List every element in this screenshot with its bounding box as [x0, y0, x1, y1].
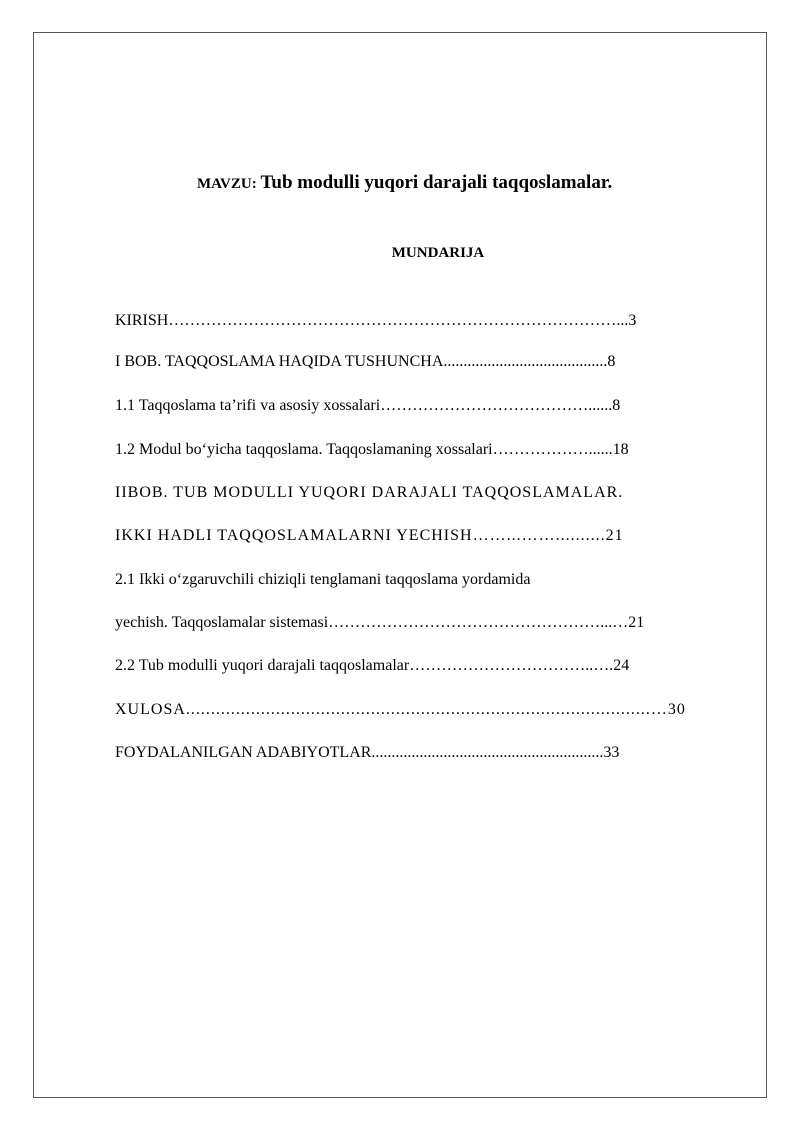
toc-line: IKKI HADLI TAQQOSLAMALARNI YECHISH……...……..........21 — [115, 527, 624, 544]
document-title — [197, 172, 612, 194]
toc-line: 1.2 Modul bo‘yicha taqqoslama. Taqqoslamaning xossalari………………......18 — [115, 441, 629, 458]
title-prefix: MAVZU: — [197, 176, 261, 192]
toc-line: 2.1 Ikki o‘zgaruvchili chiziqli tenglamani taqqoslama yordamida — [115, 571, 531, 588]
toc-line: IIBOB. TUB MODULLI YUQORI DARAJALI TAQQOSLAMALAR. — [115, 484, 624, 501]
toc-line: yechish. Taqqoslamalar sistemasi……………………………………………...…21 — [115, 614, 645, 631]
toc-line: XULOSA.............................................................................................…30 — [115, 701, 686, 718]
toc-line: 2.2 Tub modulli yuqori darajali taqqoslamalar……………………………..….24 — [115, 657, 630, 674]
toc-line: 1.1 Taqqoslama ta’rifi va asosiy xossalari…………………………………......8 — [115, 397, 621, 414]
toc-line: FOYDALANILGAN ADABIYOTLAR..........................................................33 — [115, 744, 620, 761]
toc-heading: MUNDARIJA — [391, 245, 485, 261]
toc-line: I BOB. TAQQOSLAMA HAQIDA TUSHUNCHA.........................................8 — [115, 353, 616, 370]
toc-line: KIRISH…………………………………………………………………………...3 — [115, 312, 637, 329]
title-text: Tub modulli yuqori darajali taqqoslamalar. — [260, 172, 613, 193]
